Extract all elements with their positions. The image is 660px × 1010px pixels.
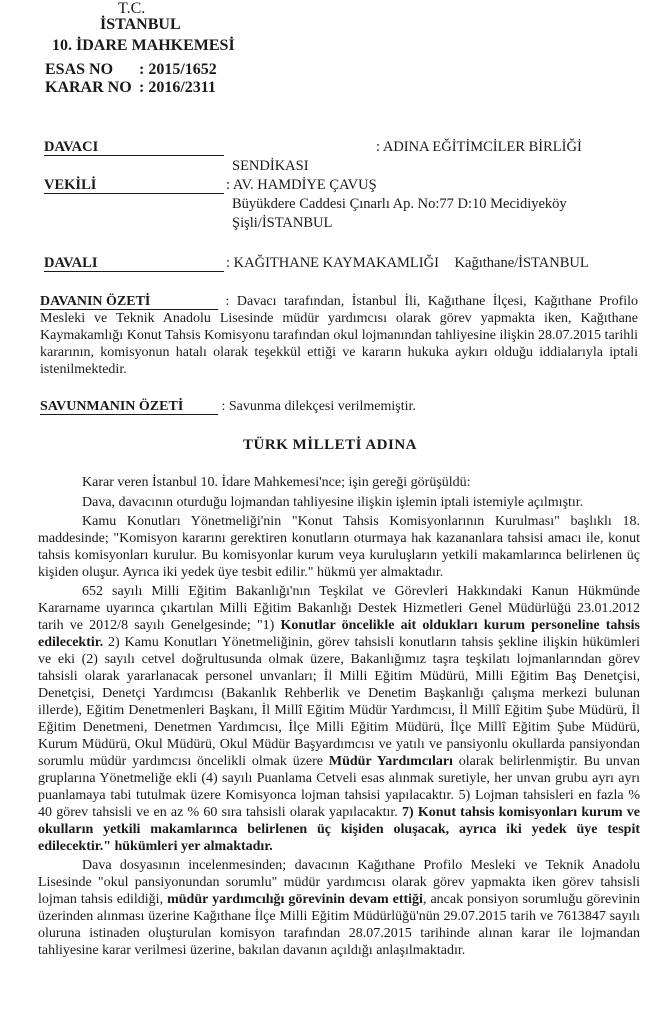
davali-name: : KAĞITHANE KAYMAKAMLIĞI: [226, 255, 439, 271]
davaci-value: [226, 138, 646, 176]
p5-emphasis: müdür yardımcılığı görevinin devam ettiği: [167, 892, 423, 907]
davali-location: Kağıthane/İSTANBUL: [454, 255, 589, 271]
vekili-address-line2: Şişli/İSTANBUL: [232, 215, 333, 231]
esas-no-value: : 2015/1652: [139, 61, 217, 78]
republic-abbrev: T.C.: [118, 0, 146, 17]
savunmanin-ozeti-label: SAVUNMANIN ÖZETİ: [40, 398, 218, 415]
verdict-title: TÜRK MİLLETİ ADINA: [242, 437, 418, 453]
savunmanin-ozeti-text: : Savunma dilekçesi verilmemiştir.: [221, 399, 416, 414]
karar-no-row: [45, 79, 216, 97]
davaci-value-line1: : ADINA EĞİTİMCİLER BİRLİĞİ: [376, 139, 582, 155]
body-paragraph-2: Dava, davacının oturduğu lojmandan tahliyesine ilişkin işlemin iptali istemiyle açılmıştır.: [82, 495, 584, 510]
davali-value: [226, 254, 646, 273]
p4-emphasis-1: Konutlar öncelikle ait oldukları kurum personeline tahsis edilecektir.: [38, 618, 640, 650]
city-heading: İSTANBUL: [100, 16, 181, 33]
vekili-value: [226, 176, 646, 233]
davanin-ozeti-label: DAVANIN ÖZETİ: [40, 293, 218, 310]
davanin-ozeti-section: [40, 293, 638, 378]
davaci-label: DAVACI: [44, 138, 224, 156]
karar-no-label: KARAR NO: [45, 79, 132, 96]
vekili-value-line1: : AV. HAMDİYE ÇAVUŞ: [226, 177, 377, 193]
davali-label: DAVALI: [44, 254, 224, 272]
body-paragraph-3: Kamu Konutları Yönetmeliği'nin "Konut Tahsis Komisyonlarının Kurulması" başlıklı 18. maddesinde; "Komisyon kararını gerektiren konutların oturmaya hak kazananlara tahsisi amacı ile, konut tahsis komisyonları kurulur. Bu komisyonlar kurum veya kuruluşların yetkili makamlarınca belirlenen üç kişiden oluşur. Ayrıca iki yedek üye tesbit edilir." hükmü yer almaktadır.: [38, 514, 640, 580]
decision-body: [38, 474, 640, 959]
p5-text-c: , ancak ponsiyon sorumluğu görevinin üzerinden alınması üzerine Kağıthane İlçe Milli Eğitim Müdürlüğü'nün 29.07.2015 tarih ve 7613847 sayılı oluruna istinaden oluşturulan komisyon tarafından 28.07.2015 tarihinde alınan karar ile lojmandan tahliyesine karar verilmesi üzerine, bakılan davanın açıldığı anlaşılmaktadır.: [38, 892, 641, 958]
vekili-label: VEKİLİ: [44, 176, 224, 194]
p4-emphasis-2: Müdür Yardımcıları: [328, 754, 453, 769]
p4-text-a: 652 sayılı Milli Eğitim Bakanlığı'nın Teşkilat ve Görevleri Hakkındaki Kanun Hükmünde Kararname uyarınca çıkartılan Milli Eğitim Bakanlığı Destek Hizmetleri Genel Müdürlüğü 23.01.2012 tarih ve 2012/8 sayılı Genelgesinde; "1): [38, 584, 640, 633]
p5-text-a: Dava dosyasının incelenmesinden; davacının Kağıthane Profilo Mesleki ve Teknik Anadolu Lisesinde "okul pansiyonundan sorumlu" müdür yardımcısı olarak görev yapmakta iken görev tahsisli lojman tahsis edildiği,: [38, 858, 640, 907]
body-paragraph-5: [38, 857, 640, 959]
davaci-value-line2: SENDİKASI: [232, 158, 309, 174]
esas-no-row: [45, 61, 217, 79]
court-heading: 10. İDARE MAHKEMESİ: [52, 37, 235, 54]
body-paragraph-1: Karar veren İstanbul 10. İdare Mahkemesi'nce; işin gereği görüşüldü:: [82, 475, 471, 490]
p4-text-e: olarak belirlenmiştir. Bu unvan gruplarına Yönetmeliğe ekli (4) sayılı Puanlama Cetveli esas alınmak suretiyle, her unvan grubu ayrı ayrı puanlamaya tabi tutulmak üzere Komisyonca lojman tahsisi yapılacaktır. 5) Lojman tahsisleri en fazla % 40 görev tahsisli ve en az % 60 sıra tahsisli olarak yapılacaktır.: [38, 754, 640, 820]
davanin-ozeti-text: : Davacı tarafından, İstanbul İli, Kağıthane İlçesi, Kağıthane Profilo Mesleki ve Teknik Anadolu Lisesinde müdür yardımcısı olarak görev yapmakta iken, Kağıthane Kaymakamlığı Konut Tahsis Komisyonu tarafından okul lojmanından tahliyesine ilişkin 28.07.2015 tarihli kararının, komisyonun hatalı olarak teşekkül ettiği ve kararın hukuka aykırı olduğu iddialarıyla iptali istenilmektedir.: [40, 294, 639, 377]
karar-no-value: : 2016/2311: [139, 79, 216, 96]
esas-no-label: ESAS NO: [45, 61, 114, 78]
p4-emphasis-3: 7) Konut tahsis komisyonları kurum ve okulların yetkili makamlarınca belirlenen üç kişiden oluşacak, ayrıca iki yedek üye tespit edilecektir." hükümleri yer almaktadır.: [38, 805, 640, 854]
p4-text-c: 2) Kamu Konutları Yönetmeliğinin, görev tahsisli konutların tahsis şekline ilişkin hükümleri ve eki (2) sayılı cetvel doğrultusunda olmak üzere, Bakanlığımız taşra teşkilatı lojmanlarından görev tahsisli olarak yararlanacak personel unvanları; İl Milli Eğitim Müdürü, Milli Eğitim Baş Denetçisi, Denetçisi, Denetçi Yardımcısı (Bakanlık Rehberlik ve Denetim Başkanlığı çalışma merkezi bulunan illerde), Eğitim Denetmenleri Başkanı, İl Millî Eğitim Müdür Yardımcısı, İl Millî Eğitim Şube Müdürü, İl Eğitim Denetmeni, Denetmen Yardımcısı, İlçe Milli Eğitim Müdürü, İlçe Millî Eğitim Şube Müdürü, Kurum Müdürü, Okul Müdürü, Okul Müdür Başyardımcısı ve yatılı ve pansiyonlu okullarda pansiyondan sorumlu müdür yardımcısı öncelikli olmak üzere: [38, 635, 640, 769]
savunmanin-ozeti-section: [40, 398, 638, 415]
body-paragraph-4: [38, 583, 640, 855]
vekili-address-line1: Büyükdere Caddesi Çınarlı Ap. No:77 D:10 Mecidiyeköy: [232, 196, 567, 212]
